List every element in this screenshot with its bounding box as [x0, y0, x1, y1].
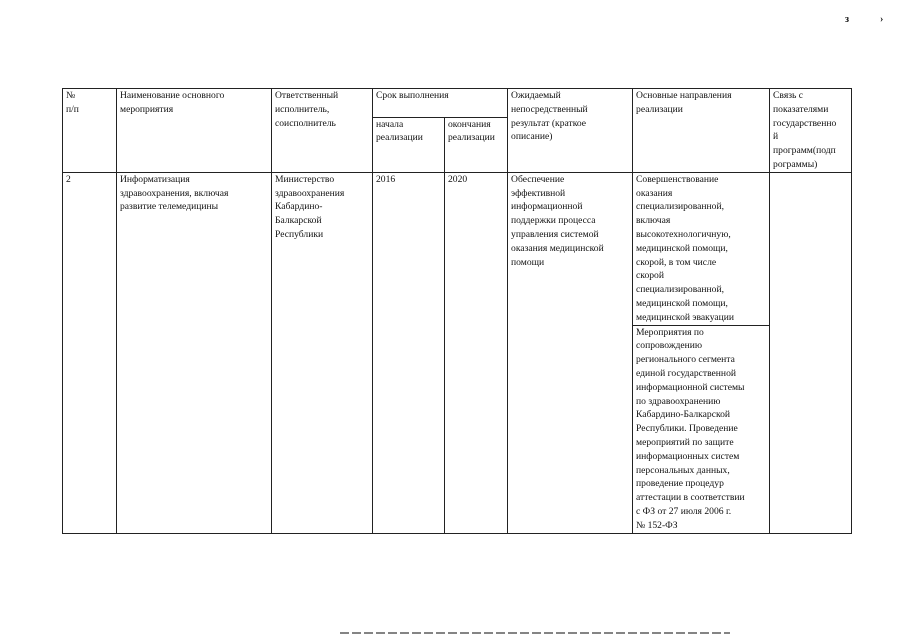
- cell-name: Информатизация здравоохранения, включая развитие телемедицины: [117, 172, 272, 533]
- table-header-row: [63, 89, 852, 118]
- header-end: окончания реализации: [445, 117, 508, 172]
- header-responsible: Ответственный исполнитель, соисполнитель: [272, 89, 373, 173]
- cell-end: 2020: [445, 172, 508, 533]
- page-mark: ›: [880, 14, 884, 25]
- cell-start: 2016: [373, 172, 445, 533]
- header-num: № п/п: [63, 89, 117, 173]
- cell-direction-2: Мероприятия по сопровождению регионального сегмента единой государственной информационной системы по здравоохранению Кабардино-Балкарской Республики. Проведение мероприятий по защите информационных систем персональных данных, проведение процедур аттестации в соответствии с ФЗ от 27 июля 2006 г. № 152-ФЗ: [633, 325, 770, 533]
- scan-artifact-line: [340, 632, 730, 634]
- header-start: начала реализации: [373, 117, 445, 172]
- cell-direction-1: Совершенствование оказания специализированной, включая высокотехнологичную, медицинской помощи, скорой, в том числе скорой специализированной, медицинской помощи, медицинской эвакуации: [633, 172, 770, 325]
- header-term: Срок выполнения: [373, 89, 508, 118]
- page-mark: з: [845, 14, 850, 25]
- header-link: Связь с показателями государственно й программ(подп рограммы): [770, 89, 852, 173]
- activities-table: [62, 88, 852, 534]
- table-row: [63, 172, 852, 325]
- cell-num: 2: [63, 172, 117, 533]
- cell-responsible: Министерство здравоохранения Кабардино- Балкарской Республики: [272, 172, 373, 533]
- header-name: Наименование основного мероприятия: [117, 89, 272, 173]
- cell-link: [770, 172, 852, 533]
- cell-result: Обеспечение эффективной информационной поддержки процесса управления системой оказания медицинской помощи: [508, 172, 633, 533]
- header-result: Ожидаемый непосредственный результат (краткое описание): [508, 89, 633, 173]
- header-directions: Основные направления реализации: [633, 89, 770, 173]
